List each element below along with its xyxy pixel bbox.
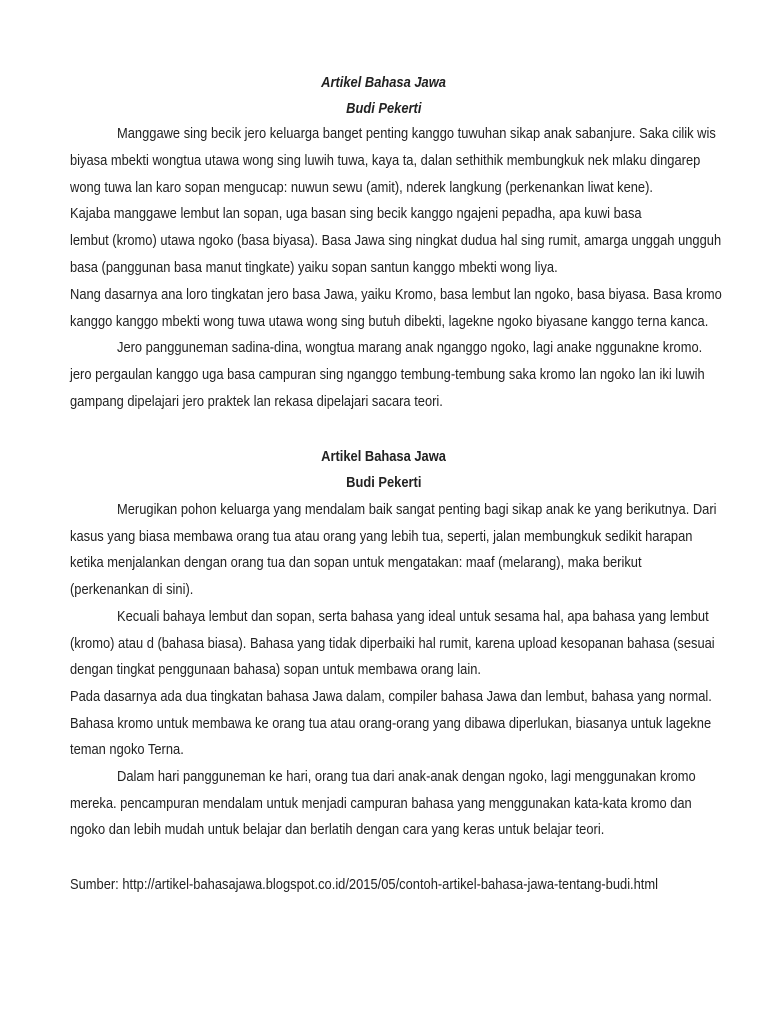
body-line: dengan tingkat penggunaan bahasa) sopan untuk membawa orang lain. — [70, 661, 481, 679]
body-line: (kromo) atau d (bahasa biasa). Bahasa yang tidak diperbaiki hal rumit, karena upload kesopanan bahasa (sesuai — [70, 634, 715, 652]
body-line: Nang dasarnya ana loro tingkatan jero basa Jawa, yaiku Kromo, basa lembut lan ngoko, basa biyasa. Basa kromo — [70, 285, 722, 303]
article-1-subtitle — [0, 99, 768, 119]
body-line: Merugikan pohon keluarga yang mendalam baik sangat penting bagi sikap anak ke yang berikutnya. Dari — [117, 501, 717, 518]
article-2-subtitle — [0, 473, 768, 493]
body-line: ketika menjalankan dengan orang tua dan sopan untuk mengatakan: maaf (melarang), maka berikut — [70, 554, 642, 572]
body-line: jero pergaulan kanggo uga basa campuran sing nganggo tembung-tembung saka kromo lan ngoko lan iki luwih — [70, 366, 705, 384]
body-line: Kajaba manggawe lembut lan sopan, uga basan sing becik kanggo ngajeni pepadha, apa kuwi basa — [70, 205, 642, 223]
body-line: wong tuwa lan karo sopan mengucap: nuwun sewu (amit), nderek langkung (perkenankan liwat kene). — [70, 178, 653, 196]
body-line: Bahasa kromo untuk membawa ke orang tua atau orang-orang yang dibawa diperlukan, biasanya untuk lagekne — [70, 714, 712, 732]
body-line: Manggawe sing becik jero keluarga banget penting kanggo tuwuhan sikap anak sabanjure. Saka cilik wis — [117, 125, 716, 142]
body-line: Jero pangguneman sadina-dina, wongtua marang anak nganggo ngoko, lagi anake nggunakne kromo. — [117, 339, 703, 357]
body-line: mereka. pencampuran mendalam untuk menjadi campuran bahasa yang menggunakan kata-kata kromo dan — [70, 794, 692, 812]
article-1-subtitle-text: Budi Pekerti — [346, 100, 422, 117]
body-line: Dalam hari pangguneman ke hari, orang tua dari anak-anak dengan ngoko, lagi menggunakan kromo — [117, 768, 696, 785]
body-line: ngoko dan lebih mudah untuk belajar dan berlatih dengan cara yang keras untuk belajar teori. — [70, 821, 605, 839]
body-line: teman ngoko Terna. — [70, 741, 184, 759]
body-line: kanggo kanggo mbekti wong tuwa utawa wong sing butuh dibekti, lagekne ngoko biyasane kanggo terna kanca. — [70, 312, 709, 330]
article-2-title — [0, 447, 768, 467]
body-line: gampang dipelajari jero praktek lan rekasa dipelajari sacara teori. — [70, 393, 443, 410]
body-line: (perkenankan di sini). — [70, 581, 194, 599]
article-2-subtitle-text: Budi Pekerti — [346, 474, 422, 491]
body-line: kasus yang biasa membawa orang tua atau orang yang lebih tua, seperti, jalan membungkuk sedikit harapan — [70, 527, 693, 545]
body-line: Pada dasarnya ada dua tingkatan bahasa Jawa dalam, compiler bahasa Jawa dan lembut, bahasa yang normal. — [70, 687, 712, 705]
article-1-title — [0, 73, 768, 93]
article-2-title-text: Artikel Bahasa Jawa — [321, 448, 447, 465]
body-line: lembut (kromo) utawa ngoko (basa biyasa). Basa Jawa sing ningkat dudua hal sing rumit, amarga unggah ungguh — [70, 232, 722, 250]
body-line: Kecuali bahaya lembut dan sopan, serta bahasa yang ideal untuk sesama hal, apa bahasa yang lembut — [117, 607, 709, 625]
body-line: basa (panggunan basa manut tingkate) yaiku sopan santun kanggo mbekti wong liya. — [70, 259, 558, 276]
article-1-title-text: Artikel Bahasa Jawa — [321, 74, 447, 91]
source-citation: Sumber: http://artikel-bahasajawa.blogspot.co.id/2015/05/contoh-artikel-bahasa-jawa-tentang-budi.html — [70, 876, 659, 893]
body-line: biyasa mbekti wongtua utawa wong sing luwih tuwa, kaya ta, dalan sethithik membungkuk nek mlaku dingarep — [70, 151, 701, 169]
